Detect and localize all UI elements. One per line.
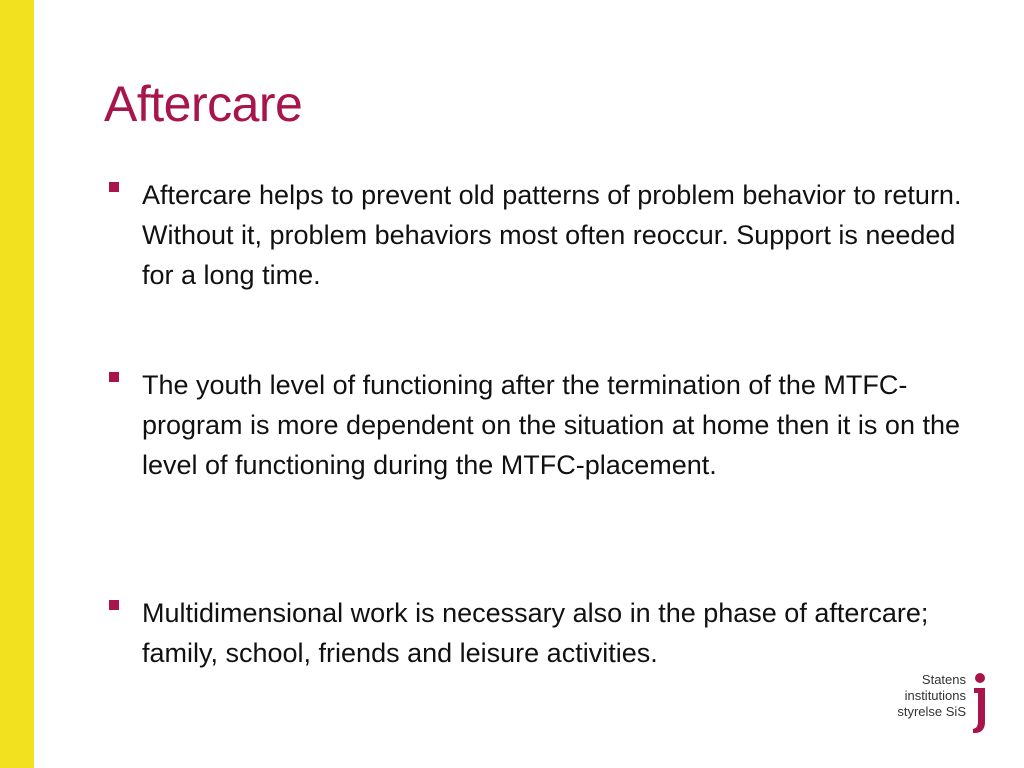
square-bullet-icon [109,372,119,382]
bullet-text: The youth level of functioning after the termination of the MTFC-program is more dependent on the situation at home then it is on the level of functioning during the MTFC-placement. [142,370,961,480]
bullet-list [106,175,966,668]
logo-line-2: institutions [904,688,966,703]
bullet-text: Multidimensional work is necessary also in the phase of aftercare; family, school, friends and leisure activities. [142,598,929,668]
square-bullet-icon [109,600,119,610]
slide-title: Aftercare [104,76,303,132]
logo-text [897,672,966,720]
logo-line-3: styrelse SiS [897,704,966,719]
sis-logo [893,672,988,734]
logo-line-1: Statens [921,672,966,687]
square-bullet-icon [109,182,119,192]
bullet-text: Aftercare helps to prevent old patterns of problem behavior to return. Without it, problem behaviors most often reoccur. Support is needed for a long time. [142,180,962,290]
bullet-item [106,365,966,485]
bullet-item [106,175,966,295]
left-accent-bar [0,0,34,768]
info-i-logo-icon [970,672,988,734]
bullet-item [106,593,966,673]
